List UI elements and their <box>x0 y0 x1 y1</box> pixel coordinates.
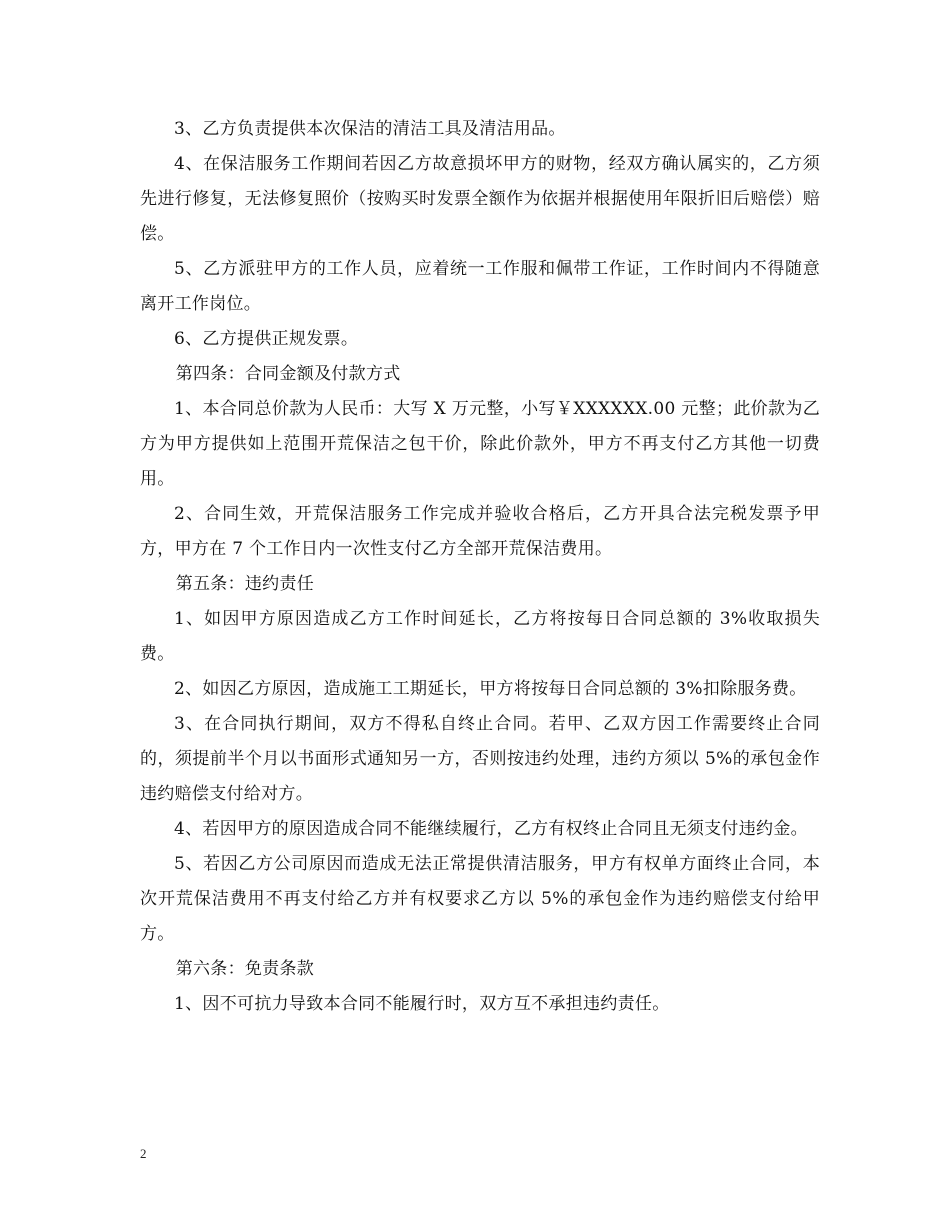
clause-paragraph: 1、如因甲方原因造成乙方工作时间延长，乙方将按每日合同总额的 3%收取损失费。 <box>140 609 820 664</box>
clause-paragraph: 1、本合同总价款为人民币：大写 X 万元整，小写￥XXXXXX.00 元整；此价款为乙方为甲方提供如上范围开荒保洁之包干价，除此价款外，甲方不再支付乙方其他一切费用。 <box>140 399 820 489</box>
document-body <box>140 112 820 1022</box>
clause-paragraph: 5、乙方派驻甲方的工作人员，应着统一工作服和佩带工作证，工作时间内不得随意离开工作岗位。 <box>140 259 820 314</box>
article-heading: 第六条：免责条款 <box>175 959 315 979</box>
clause-paragraph: 1、因不可抗力导致本合同不能履行时，双方互不承担违约责任。 <box>174 994 670 1014</box>
article-heading: 第四条：合同金额及付款方式 <box>175 364 401 384</box>
clause-paragraph: 3、在合同执行期间，双方不得私自终止合同。若甲、乙双方因工作需要终止合同的，须提前半个月以书面形式通知另一方，否则按违约处理，违约方须以 5%的承包金作违约赔偿支付给对方。 <box>140 714 820 804</box>
page-number: 2 <box>140 1146 147 1161</box>
clause-paragraph: 2、如因乙方原因，造成施工工期延长，甲方将按每日合同总额的 3%扣除服务费。 <box>174 679 807 699</box>
clause-paragraph: 2、合同生效，开荒保洁服务工作完成并验收合格后，乙方开具合法完税发票予甲方，甲方在 7 个工作日内一次性支付乙方全部开荒保洁费用。 <box>140 504 820 559</box>
clause-paragraph: 6、乙方提供正规发票。 <box>174 329 359 349</box>
clause-paragraph: 4、在保洁服务工作期间若因乙方故意损坏甲方的财物，经双方确认属实的，乙方须先进行修复，无法修复照价（按购买时发票全额作为依据并根据使用年限折旧后赔偿）赔偿。 <box>140 154 820 244</box>
clause-paragraph: 5、若因乙方公司原因而造成无法正常提供清洁服务，甲方有权单方面终止合同，本次开荒保洁费用不再支付给乙方并有权要求乙方以 5%的承包金作为违约赔偿支付给甲方。 <box>140 854 820 944</box>
clause-paragraph: 3、乙方负责提供本次保洁的清洁工具及清洁用品。 <box>174 119 566 139</box>
article-heading: 第五条：违约责任 <box>175 574 315 594</box>
clause-paragraph: 4、若因甲方的原因造成合同不能继续履行，乙方有权终止合同且无须支付违约金。 <box>174 819 808 839</box>
